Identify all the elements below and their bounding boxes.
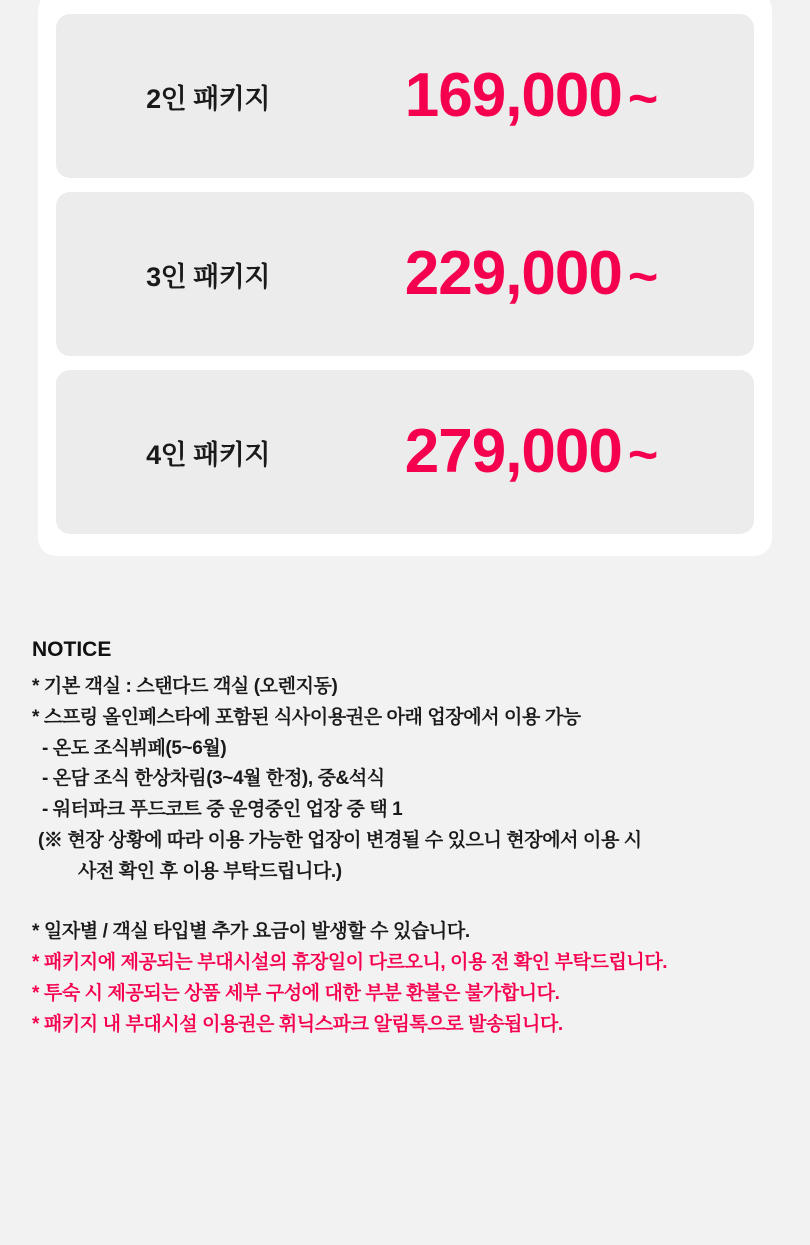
- pricing-row-suffix: ~: [627, 426, 658, 484]
- pricing-row-amount: 279,000: [404, 417, 622, 486]
- pricing-row-price: [334, 239, 728, 308]
- notice-line: * 스프링 올인페스타에 포함된 식사이용권은 아래 업장에서 이용 가능: [32, 706, 581, 728]
- pricing-row-price: [334, 417, 728, 486]
- notice-title: NOTICE: [32, 638, 112, 661]
- notice-line: * 기본 객실 : 스탠다드 객실 (오렌지동): [32, 676, 338, 697]
- notice-section: [32, 638, 784, 1040]
- notice-line-highlight: * 패키지에 제공되는 부대시설의 휴장일이 다르오니, 이용 전 확인 부탁드립니다.: [32, 952, 668, 974]
- notice-line: 사전 확인 후 이용 부탁드립니다.): [78, 860, 342, 882]
- pricing-panel: [38, 0, 772, 556]
- notice-line: (※ 현장 상황에 따라 이용 가능한 업장이 변경될 수 있으니 현장에서 이용 시: [38, 829, 642, 851]
- pricing-row-suffix: ~: [627, 248, 658, 306]
- pricing-row-4: [56, 370, 754, 534]
- notice-line-highlight: * 패키지 내 부대시설 이용권은 휘닉스파크 알림톡으로 발송됩니다.: [32, 1013, 563, 1035]
- notice-line: - 온담 조식 한상차림(3~4월 한정), 중&석식: [42, 768, 385, 790]
- notice-line: * 일자별 / 객실 타입별 추가 요금이 발생할 수 있습니다.: [32, 921, 470, 943]
- pricing-row-3: [56, 192, 754, 356]
- notice-spacer: [32, 887, 784, 917]
- pricing-row-price: [334, 61, 728, 130]
- notice-line-highlight: * 투숙 시 제공되는 상품 세부 구성에 대한 부분 환불은 불가합니다.: [32, 982, 560, 1004]
- pricing-row-label: 4인 패키지: [146, 439, 270, 470]
- pricing-row-suffix: ~: [627, 70, 658, 128]
- pricing-row-amount: 229,000: [404, 239, 622, 308]
- pricing-row-label: 3인 패키지: [146, 261, 270, 292]
- pricing-row-2: [56, 14, 754, 178]
- notice-line: - 온도 조식뷔페(5~6월): [42, 737, 227, 759]
- pricing-row-label: 2인 패키지: [146, 83, 270, 114]
- pricing-row-amount: 169,000: [404, 61, 622, 130]
- notice-line: - 워터파크 푸드코트 중 운영중인 업장 중 택 1: [42, 799, 403, 821]
